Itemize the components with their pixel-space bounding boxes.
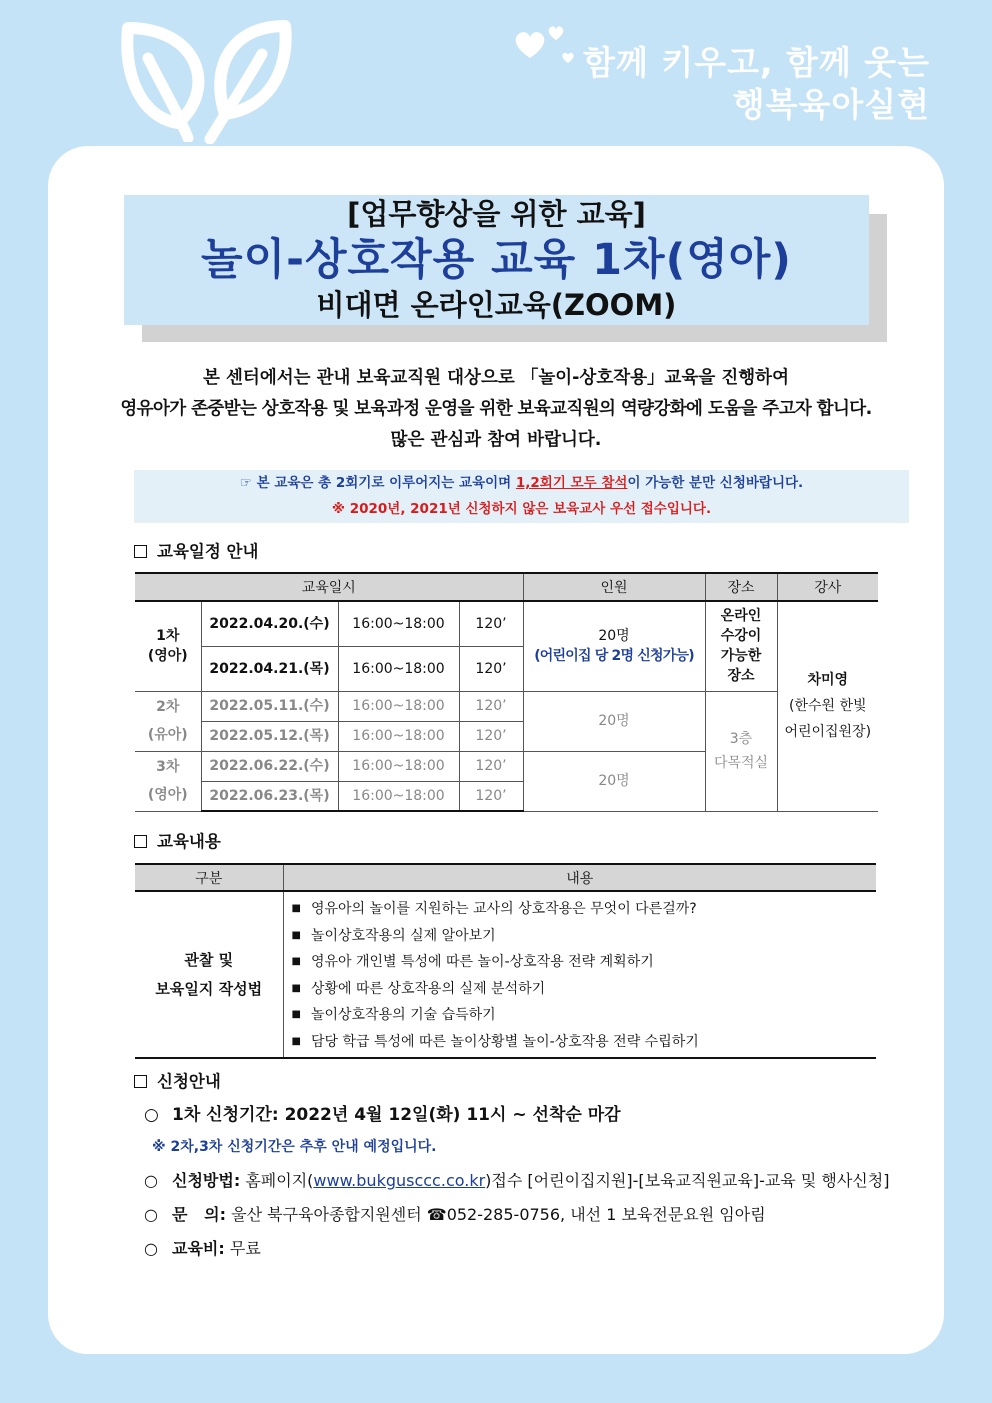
people-cell: 20명 (어린이집 당 2명 신청가능) bbox=[523, 601, 705, 691]
intro-line: 본 센터에서는 관내 보육교직원 대상으로 「놀이-상호작용」교육을 진행하여 bbox=[203, 368, 789, 388]
session-time: 16:00~18:00 bbox=[338, 646, 459, 691]
apply-fee-label: 교육비: bbox=[172, 1239, 225, 1258]
slogan bbox=[583, 42, 930, 126]
list-item: ■ 담당 학급 특성에 따른 놀이상황별 놀이-상호작용 전략 수립하기 bbox=[292, 1029, 877, 1056]
section-heading-text: 교육일정 안내 bbox=[157, 542, 259, 561]
title-box bbox=[124, 195, 869, 325]
session-date: 2022.05.12.(목) bbox=[201, 721, 338, 751]
section-heading-text: 교육내용 bbox=[157, 832, 221, 851]
section-heading-schedule bbox=[134, 538, 258, 562]
col-header-content: 내용 bbox=[283, 864, 876, 891]
notice-line1 bbox=[134, 470, 909, 496]
notice-text: ☞ 본 교육은 총 2회기로 이루어지는 교육이며 bbox=[239, 475, 516, 491]
content-table bbox=[135, 863, 876, 1059]
session-time: 16:00~18:00 bbox=[338, 781, 459, 811]
col-header-category: 구분 bbox=[135, 864, 283, 891]
col-header-instructor: 강사 bbox=[777, 573, 878, 601]
slogan-line1: 함께 키우고, 함께 웃는 bbox=[583, 43, 930, 82]
apply-method bbox=[144, 1168, 889, 1191]
apply-period bbox=[144, 1100, 621, 1125]
list-item: ■ 상황에 따른 상호작용의 실제 분석하기 bbox=[292, 976, 877, 1003]
people-cell: 20명 bbox=[523, 691, 705, 751]
checkbox-square-icon bbox=[134, 545, 147, 558]
leaf-right-icon bbox=[190, 14, 300, 144]
session-date: 2022.04.21.(목) bbox=[201, 646, 338, 691]
instructor-cell: 차미영 (한수원 한빛 어린이집원장) bbox=[777, 601, 878, 811]
section-heading-apply bbox=[134, 1068, 221, 1092]
title-category: [업무향상을 위한 교육] bbox=[347, 197, 646, 231]
hearts-icon bbox=[510, 18, 580, 68]
session-time: 16:00~18:00 bbox=[338, 751, 459, 781]
people-cell: 20명 bbox=[523, 751, 705, 811]
session-date: 2022.05.11.(수) bbox=[201, 691, 338, 721]
col-header-place: 장소 bbox=[705, 573, 777, 601]
list-item: ■ 놀이상호작용의 기술 습득하기 bbox=[292, 1002, 877, 1029]
session-time: 16:00~18:00 bbox=[338, 601, 459, 646]
content-category: 관찰 및 보육일지 작성법 bbox=[135, 891, 283, 1058]
apply-method-text: )접수 [어린이집지원]-[보육교직원교육]-교육 및 행사신청] bbox=[485, 1171, 890, 1190]
apply-method-label: 신청방법: bbox=[172, 1171, 241, 1190]
place-cell: 3층 다목적실 bbox=[705, 691, 777, 811]
list-item: ■ 놀이상호작용의 실제 알아보기 bbox=[292, 923, 877, 950]
session-duration: 120’ bbox=[459, 691, 523, 721]
apply-fee-text: 무료 bbox=[224, 1239, 261, 1258]
session-time: 16:00~18:00 bbox=[338, 721, 459, 751]
apply-contact-text: 울산 북구육아종합지원센터 ☎052-285-0756, 내선 1 보육전문요원 임아림 bbox=[226, 1205, 766, 1224]
session-time: 16:00~18:00 bbox=[338, 691, 459, 721]
notice-line2: ※ 2020년, 2021년 신청하지 않은 보육교사 우선 접수입니다. bbox=[331, 501, 712, 517]
content-items bbox=[283, 891, 876, 1058]
section-heading-text: 신청안내 bbox=[157, 1072, 221, 1091]
place-cell: 온라인 수강이 가능한 장소 bbox=[705, 601, 777, 691]
intro-line: 많은 관심과 참여 바랍니다. bbox=[390, 430, 602, 450]
session-duration: 120’ bbox=[459, 601, 523, 646]
list-item: ■ 영유아 개인별 특성에 따른 놀이-상호작용 전략 계획하기 bbox=[292, 949, 877, 976]
notice-highlight: 1,2회기 모두 참석 bbox=[515, 475, 628, 491]
circle-bullet-icon: ○ bbox=[144, 1105, 159, 1125]
checkbox-square-icon bbox=[134, 835, 147, 848]
apply-contact-label: 문 의: bbox=[172, 1205, 227, 1224]
session-date: 2022.06.23.(목) bbox=[201, 781, 338, 811]
apply-fee bbox=[144, 1236, 261, 1259]
page-title: 놀이-상호작용 교육 1차(영아) bbox=[201, 235, 792, 285]
notice-box bbox=[134, 470, 909, 523]
slogan-line2: 행복육아실현 bbox=[732, 85, 930, 124]
intro-text bbox=[100, 363, 892, 456]
homepage-link[interactable]: www.bukgusccc.co.kr bbox=[313, 1171, 486, 1190]
notice-text-red: 이 가능한 분만 신청바랍니다. bbox=[627, 475, 804, 491]
round-label: 3차 (영아) bbox=[135, 751, 201, 811]
apply-period-text: 1차 신청기간: 2022년 4월 12일(화) 11시 ~ 선착순 마감 bbox=[172, 1105, 621, 1125]
circle-bullet-icon: ○ bbox=[144, 1205, 158, 1224]
apply-method-text: 홈페이지( bbox=[240, 1171, 314, 1190]
circle-bullet-icon: ○ bbox=[144, 1171, 158, 1190]
col-header-datetime: 교육일시 bbox=[135, 573, 523, 601]
session-duration: 120’ bbox=[459, 781, 523, 811]
session-date: 2022.06.22.(수) bbox=[201, 751, 338, 781]
intro-line: 영유아가 존중받는 상호작용 및 보육과정 운영을 위한 보육교직원의 역량강화에 도움을 주고자 합니다. bbox=[120, 399, 872, 419]
session-duration: 120’ bbox=[459, 751, 523, 781]
session-duration: 120’ bbox=[459, 646, 523, 691]
apply-contact bbox=[144, 1202, 766, 1225]
section-heading-content bbox=[134, 828, 221, 852]
schedule-table bbox=[135, 572, 878, 812]
session-date: 2022.04.20.(수) bbox=[201, 601, 338, 646]
apply-period-note: ※ 2차,3차 신청기간은 추후 안내 예정입니다. bbox=[152, 1139, 437, 1155]
round-label: 1차 (영아) bbox=[135, 601, 201, 691]
round-label: 2차 (유아) bbox=[135, 691, 201, 751]
circle-bullet-icon: ○ bbox=[144, 1239, 158, 1258]
list-item: ■ 영유아의 놀이를 지원하는 교사의 상호작용은 무엇이 다른걸까? bbox=[292, 896, 877, 923]
checkbox-square-icon bbox=[134, 1075, 147, 1088]
title-subtitle: 비대면 온라인교육(ZOOM) bbox=[316, 288, 677, 322]
col-header-people: 인원 bbox=[523, 573, 705, 601]
session-duration: 120’ bbox=[459, 721, 523, 751]
